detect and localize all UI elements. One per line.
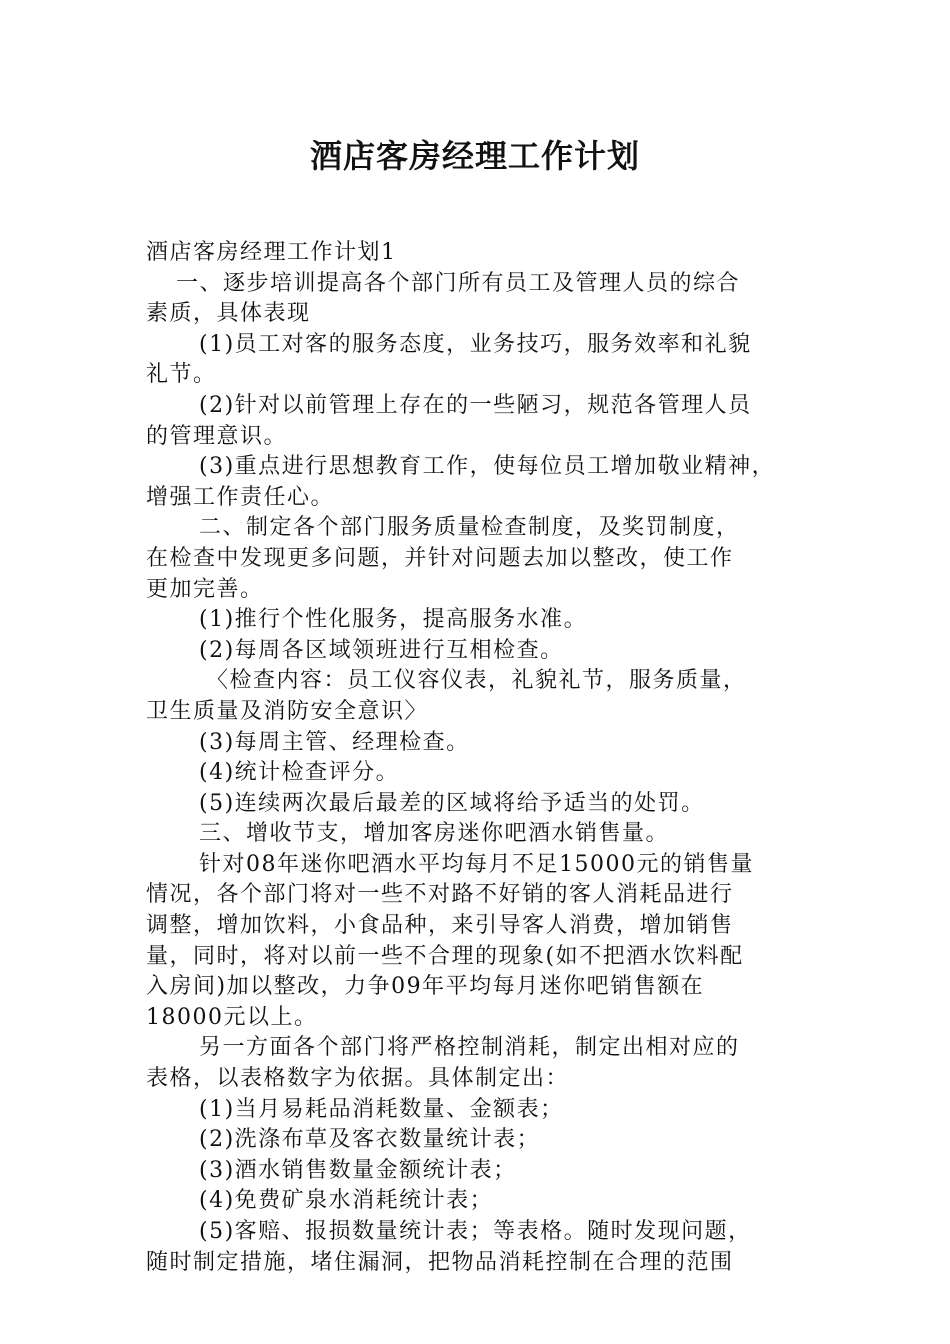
body-line: (2)每周各区域领班进行互相检查。 — [199, 637, 564, 663]
body-line: 卫生质量及消防安全意识〉 — [146, 698, 429, 724]
body-line: 调整，增加饮料，小食品种，来引导客人消费，增加销售 — [146, 913, 734, 939]
body-line: 情况，各个部门将对一些不对路不好销的客人消耗品进行 — [146, 882, 734, 908]
document-title: 酒店客房经理工作计划 — [309, 137, 640, 175]
body-line: (3)重点进行思想教育工作，使每位员工增加敬业精神， — [199, 454, 776, 480]
body-line: 〈检查内容：员工仪容仪表，礼貌礼节，服务质量， — [206, 668, 747, 694]
body-line: 的管理意识。 — [146, 423, 288, 449]
body-line: 另一方面各个部门将严格控制消耗，制定出相对应的 — [199, 1035, 740, 1061]
body-line: (1)推行个性化服务，提高服务水准。 — [199, 607, 588, 633]
body-line: (4)统计检查评分。 — [199, 760, 400, 786]
body-line: (5)连续两次最后最差的区域将给予适当的处罚。 — [199, 790, 705, 816]
body-line: 更加完善。 — [146, 576, 264, 602]
body-line: 三、增收节支，增加客房迷你吧酒水销售量。 — [199, 821, 670, 847]
body-line: 随时制定措施，堵住漏洞，把物品消耗控制在合理的范围 — [146, 1249, 734, 1275]
body-line: (5)客赔、报损数量统计表；等表格。随时发现问题， — [199, 1219, 752, 1244]
body-line: 酒店客房经理工作计划1 — [146, 240, 397, 265]
body-line: (2)洗涤布草及客衣数量统计表； — [199, 1127, 541, 1153]
body-line: 素质，具体表现 — [146, 301, 311, 327]
body-line: 表格，以表格数字为依据。具体制定出： — [146, 1066, 570, 1092]
body-line: 在检查中发现更多问题，并针对问题去加以整改，使工作 — [146, 545, 734, 571]
body-line: 一、逐步培训提高各个部门所有员工及管理人员的综合 — [176, 270, 741, 296]
body-line: 入房间)加以整改，力争09年平均每月迷你吧销售额在 — [146, 974, 705, 1000]
body-line: (2)针对以前管理上存在的一些陋习，规范各管理人员 — [199, 392, 752, 418]
body-line: (1)当月易耗品消耗数量、金额表； — [199, 1096, 564, 1122]
body-line: 二、制定各个部门服务质量检查制度，及奖罚制度， — [199, 515, 740, 541]
document-body — [146, 238, 806, 1278]
body-line: 增强工作责任心。 — [146, 484, 335, 510]
body-line: (3)每周主管、经理检查。 — [199, 729, 470, 755]
body-line: (4)免费矿泉水消耗统计表； — [199, 1188, 494, 1214]
body-line: (1)员工对客的服务态度，业务技巧，服务效率和礼貌 — [199, 331, 752, 357]
body-line: 量，同时，将对以前一些不合理的现象(如不把酒水饮料配 — [146, 943, 744, 969]
body-line: 18000元以上。 — [146, 1004, 318, 1030]
body-line: 礼节。 — [146, 362, 217, 388]
body-line: (3)酒水销售数量金额统计表； — [199, 1157, 517, 1183]
body-line: 针对08年迷你吧酒水平均每月不足15000元的销售量 — [199, 851, 754, 877]
